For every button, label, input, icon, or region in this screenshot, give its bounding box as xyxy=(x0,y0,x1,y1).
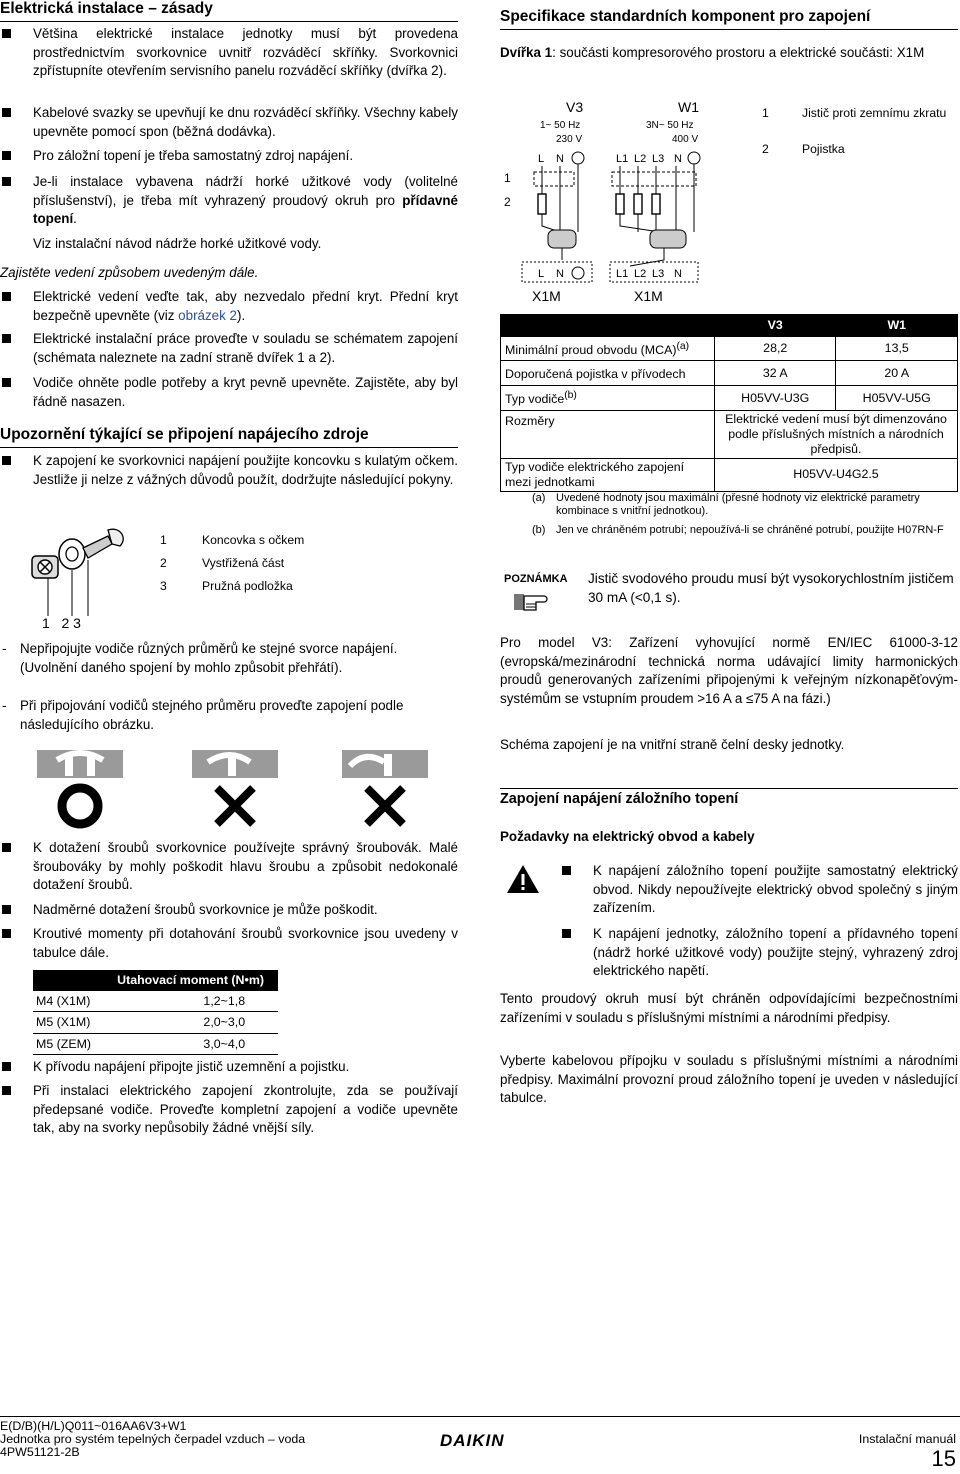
footer-left: E(D/B)(H/L)Q011~016AA6V3+W1 Jednotka pro systém tepelných čerpadel vzduch – voda 4PW51121-2B xyxy=(0,1419,306,1459)
bullet-item: Elektrické instalační práce proveďte v souladu se schématem zapojení (schémata naleznete na zadní straně dvířek 1 a 2). xyxy=(0,330,458,367)
diagram-term: N xyxy=(556,153,564,165)
table-header-row: V3 W1 xyxy=(501,315,958,337)
paragraph: Tento proudový okruh musí být chráněn odpovídajícími bezpečnostními zařízeními v souladu s příslušnými místními a národními předpisy. xyxy=(500,991,958,1025)
bullet-item: K napájení záložního topení použijte samostatný elektrický obvod. Nikdy nepoužívejte elektrický obvod společný s jiným zařízením. xyxy=(560,862,958,918)
bullet-item: Kroutivé momenty při dotahování šroubů svorkovnice jsou uvedeny v tabulce dále. xyxy=(0,925,458,962)
terminal-part-numbers: 1 2 3 xyxy=(42,615,81,631)
diagram-v3-spec2: 230 V xyxy=(556,134,583,145)
table-row: M5 (X1M) 2,0~3,0 xyxy=(33,1012,278,1034)
legend-row: 2 Pojistka xyxy=(762,142,845,156)
ring-terminal-illustration xyxy=(28,518,138,618)
note-label: POZNÁMKA xyxy=(504,573,568,585)
square-bullet-icon xyxy=(2,456,11,465)
see-also-text: Viz instalační návod nádrže horké užitkové vody. xyxy=(33,236,322,251)
section-title-backup-heater: Zapojení napájení záložního topení xyxy=(500,791,739,807)
section-title-spec: Specifikace standardních komponent pro zapojení xyxy=(500,8,958,30)
pointing-hand-icon xyxy=(514,588,550,614)
diagram-term: L2 xyxy=(634,268,647,280)
wrong-wiring-icon-2 xyxy=(342,750,428,824)
diagram-w1-spec1: 3N~ 50 Hz xyxy=(646,120,694,131)
diagram-term: L xyxy=(538,153,545,165)
square-bullet-icon xyxy=(2,108,11,117)
table-row: M5 (ZEM) 3,0~4,0 xyxy=(33,1033,278,1055)
diagram-row-2: 2 xyxy=(504,195,511,209)
correct-wiring-icon xyxy=(37,750,123,824)
square-bullet-icon xyxy=(2,334,11,343)
section-title-electrical: Elektrická instalace – zásady xyxy=(0,0,458,22)
square-bullet-icon xyxy=(2,843,11,852)
diagram-term: N xyxy=(674,153,682,165)
table-row: Rozměry Elektrické vedení musí být dimenzováno podle příslušných místních a národních předpisů. xyxy=(501,410,958,458)
bullet-item: K dotažení šroubů svorkovnice používejte správný šroubovák. Malé šroubováky by mohly poškodit hlavu šroubu a způsobit nedokonalé dotažení šroubů. xyxy=(0,839,458,895)
note-text: Jistič svodového proudu musí být vysokorychlostním jističem 30 mA (<0,1 s). xyxy=(588,571,954,605)
bullet-item: Pro záložní topení je třeba samostatný zdroj napájení. xyxy=(0,147,458,166)
diagram-term: N xyxy=(674,268,682,280)
door-label: Dvířka 1: součásti kompresorového prostoru a elektrické součásti: X1M xyxy=(500,45,925,60)
table-row: Minimální proud obvodu (MCA)$^{(a)}$ 28,2 13,5 xyxy=(501,336,958,361)
paragraph: Pro model V3: Zařízení vyhovující normě EN/IEC 61000-3-12 (evropská/mezinárodní technická norma udávající limity harmonických proudů generovaných zařízeními připojenými k veřejným nízkonapěťovým- systémům se vstupním proudem >16 A a ≤75 A na fázi.) xyxy=(500,635,958,706)
square-bullet-icon xyxy=(2,177,11,186)
bullet-item: Elektrické vedení veďte tak, aby nezvedalo přední kryt. Přední kryt bezpečně upevněte (viz obrázek 2). xyxy=(0,288,458,325)
square-bullet-icon xyxy=(2,1062,11,1071)
table-footnotes xyxy=(500,492,958,537)
figure-2-link[interactable]: obrázek 2 xyxy=(178,307,237,323)
bullet-item: Nadměrné dotažení šroubů svorkovnice je může poškodit. xyxy=(0,901,458,920)
table-row: Doporučená pojistka v přívodech 32 A 20 A xyxy=(501,361,958,386)
bullet-item: Při instalaci elektrického zapojení zkontrolujte, zda se používají předepsané vodiče. Proveďte kompletní zapojení a vodiče upevněte tak, aby na svorky nepůsobily žádné vnější síly. xyxy=(0,1082,458,1138)
bullet-item: K zapojení ke svorkovnici napájení použijte koncovku s kulatým očkem. Jestliže ji nelze z vážných důvodů použít, dodržujte následující pokyny. xyxy=(0,452,458,489)
bullet-item: Je-li instalace vybavena nádrží horké užitkové vody (volitelné příslušenství), je třeba mít vyhrazený proudový okruh pro přídavné topení. xyxy=(0,173,458,229)
footer-manual: Instalační manuál xyxy=(858,1432,956,1446)
square-bullet-icon xyxy=(2,378,11,387)
torque-table-header: Utahovací moment (N•m) xyxy=(33,970,278,991)
table-row: Typ vodiče$^{(b)}$ H05VV-U3G H05VV-U5G xyxy=(501,386,958,411)
square-bullet-icon xyxy=(2,905,11,914)
wiring-examples-illustration xyxy=(35,748,435,830)
square-bullet-icon xyxy=(2,151,11,160)
bullet-item: Kabelové svazky se upevňují ke dnu rozváděcí skříňky. Všechny kabely upevněte pomocí spon (běžná dodávka). xyxy=(0,104,458,141)
ground-icon xyxy=(572,267,584,279)
dash-item: - Při připojování vodičů stejného průměru proveďte zapojení podle následujícího obrázku. xyxy=(2,698,404,732)
square-bullet-icon xyxy=(2,1086,11,1095)
diagram-term: L2 xyxy=(634,153,647,165)
wrong-wiring-icon-1 xyxy=(192,750,278,824)
paragraph: Schéma zapojení je na vnitřní straně čelní desky jednotky. xyxy=(500,737,845,752)
diagram-x1m-left: X1M xyxy=(532,288,561,304)
square-bullet-icon xyxy=(2,292,11,301)
diagram-legend xyxy=(762,105,958,161)
italic-note: Zajistěte vedení způsobem uvedeným dále. xyxy=(0,265,259,280)
diagram-v3-label: V3 xyxy=(566,99,584,115)
page-number: 15 xyxy=(931,1446,956,1471)
bullet-item: K napájení jednotky, záložního topení a přídavného topení (nádrž horké užitkové vody) použijte stejný, vyhrazený zdroj elektrického napětí. xyxy=(560,925,958,981)
table-row: Typ vodiče elektrického zapojení mezi jednotkami H05VV-U4G2.5 xyxy=(501,458,958,491)
ground-icon xyxy=(572,152,584,164)
square-bullet-icon xyxy=(2,29,11,38)
bullet-item: Většina elektrické instalace jednotky musí být provedena prostřednictvím svorkovnice uvnitř rozváděcí skříňky. Svorkovnici zpřístupníte otevřením servisního panelu rozváděcí skříňky (dvířka 2). xyxy=(0,25,458,81)
diagram-v3-spec1: 1~ 50 Hz xyxy=(540,120,581,131)
bullet-item: K přívodu napájení připojte jistič uzemnění a pojistku. xyxy=(0,1058,458,1077)
square-bullet-icon xyxy=(562,866,571,875)
diagram-x1m-right: X1M xyxy=(634,288,663,304)
footer-rule xyxy=(0,1416,960,1417)
warning-icon xyxy=(506,864,540,894)
paragraph: Vyberte kabelovou přípojku v souladu s příslušnými místními a národními předpisy. Maximální provozní proud záložního topení je uveden v následující tabulce. xyxy=(500,1053,958,1106)
diagram-term: L3 xyxy=(652,268,665,280)
diagram-term: L1 xyxy=(616,268,629,280)
bullet-item: Vodiče ohněte podle potřeby a kryt pevně upevněte. Zajistěte, aby byl řádně nasazen. xyxy=(0,374,458,411)
legend-row: 1 Jistič proti zemnímu zkratu xyxy=(762,106,947,120)
dash-item: - Nepřipojujte vodiče různých průměrů ke stejné svorce napájení. (Uvolnění daného spojení by mohlo způsobit přehřátí). xyxy=(2,641,398,675)
diagram-w1-spec2: 400 V xyxy=(672,134,699,145)
diagram-term: L1 xyxy=(616,153,629,165)
torque-table xyxy=(33,970,278,1055)
wiring-diagram xyxy=(500,96,740,306)
square-bullet-icon xyxy=(2,929,11,938)
diagram-term: L xyxy=(538,268,545,280)
square-bullet-icon xyxy=(562,929,571,938)
diagram-w1-label: W1 xyxy=(678,99,699,115)
diagram-row-1: 1 xyxy=(504,171,511,185)
footnote: (b) Jen ve chráněném potrubí; nepoužívá-li se chráněné potrubí, použijte H07RN-F xyxy=(532,524,944,536)
diagram-term: N xyxy=(556,268,564,280)
diagram-term: L3 xyxy=(652,153,665,165)
subsection-title: Požadavky na elektrický obvod a kabely xyxy=(500,829,755,844)
ground-icon xyxy=(688,152,700,164)
table-row: M4 (X1M) 1,2~1,8 xyxy=(33,991,278,1012)
spec-table xyxy=(500,314,958,492)
section-rule xyxy=(500,788,958,817)
section-title-power-warning: Upozornění týkající se připojení napájecího zdroje xyxy=(0,426,458,448)
footnote: (a) Uvedené hodnoty jsou maximální (přesné hodnoty viz elektrické parametry kombinace s vnitřní jednotkou). xyxy=(532,492,920,517)
daikin-logo: DAIKIN xyxy=(440,1431,505,1450)
